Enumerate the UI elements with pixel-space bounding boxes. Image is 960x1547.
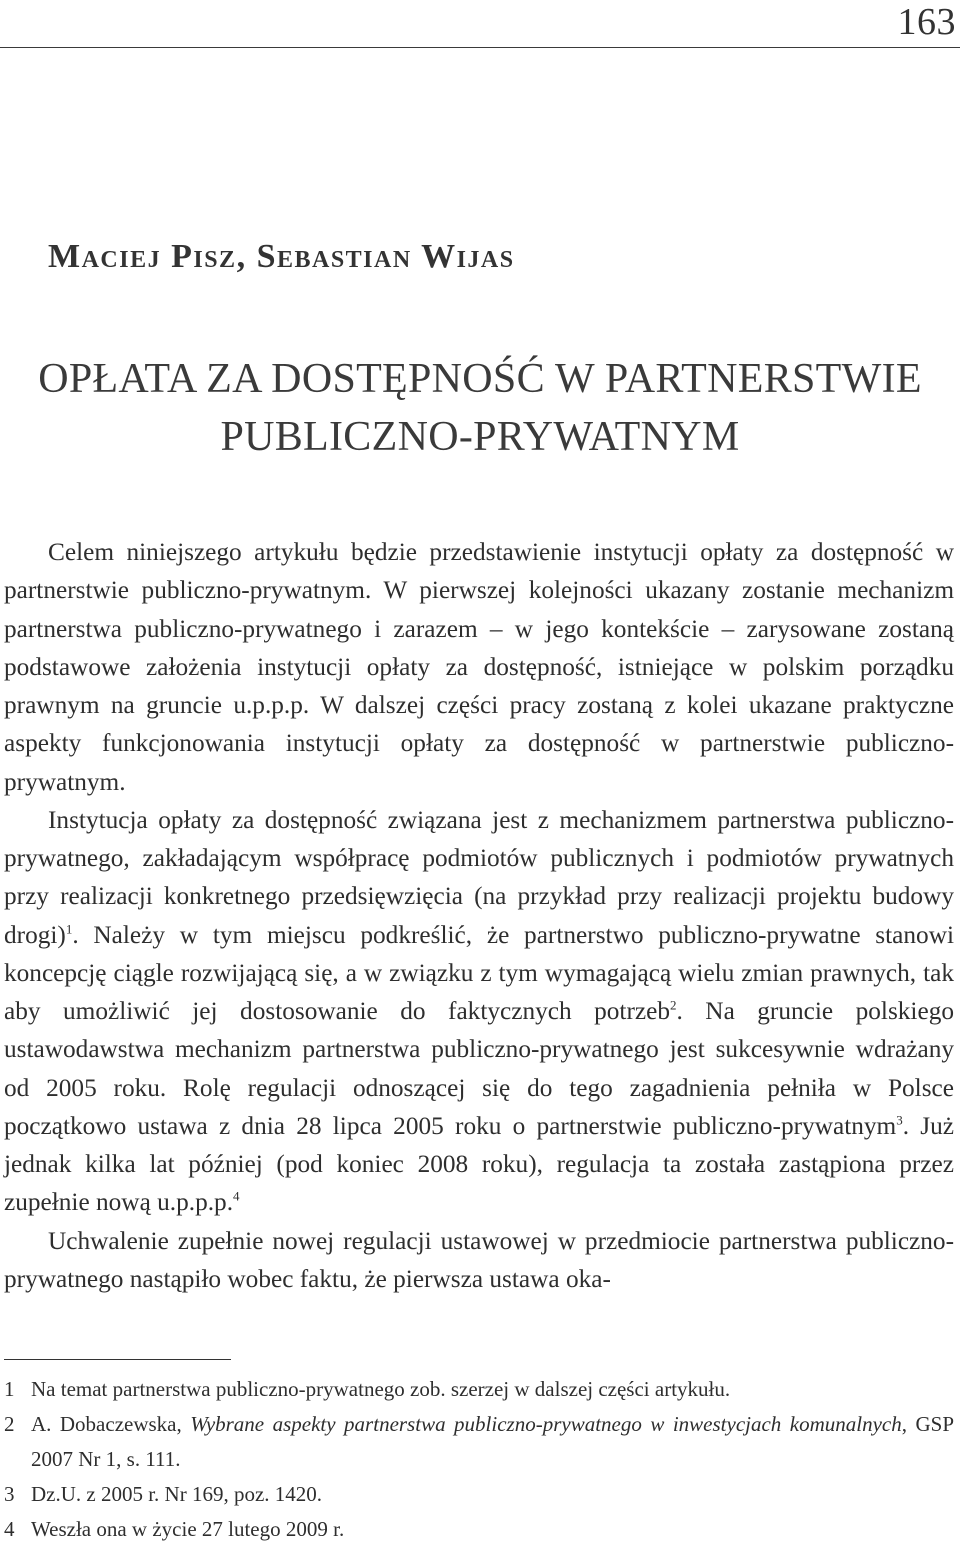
paragraph-2-text-d: . Już jednak kilka lat później (pod koniec 2008 roku), regulacja ta została zastąpiona przez zupełnie nową u.p.p.p. — [4, 1111, 954, 1217]
article-title-line-2: PUBLICZNO-PRYWATNYM — [220, 414, 740, 460]
footnote-1 — [4, 1372, 954, 1407]
footnote-number: 2 — [4, 1412, 15, 1436]
footnote-ref-1: 1 — [65, 921, 73, 937]
article-authors: Maciej Pisz, Sebastian Wijas — [48, 238, 515, 275]
footnote-separator — [4, 1359, 231, 1360]
footnote-author: A. Dobaczewska, — [31, 1412, 191, 1436]
footnote-ref-3: 3 — [896, 1112, 903, 1128]
paragraph-1: Celem niniejszego artykułu będzie przedstawienie instytucji opłaty za dostępność w partnerstwie publiczno-prywatnym. W pierwszej kolejności ukazany zostanie mechanizm partnerstwa publiczno-prywatnego i zarazem – w jego kontekście – zarysowane zostaną podstawowe założenia instytucji opłaty za dostępność, istniejące w polskim porządku prawnym na gruncie u.p.p.p. W dalszej części pracy zostaną z kolei ukazane praktyczne aspekty funkcjonowania instytucji opłaty za dostępność w partnerstwie publiczno-prywatnym. — [4, 538, 954, 796]
page-number: 163 — [897, 1, 956, 43]
article-body — [4, 533, 954, 1298]
footnote-source: , GSP 2007 Nr 1, s. 111. — [31, 1412, 955, 1471]
footnote-3 — [4, 1477, 954, 1512]
footnote-number: 4 — [4, 1517, 15, 1541]
footnote-2 — [4, 1407, 954, 1477]
footnote-4 — [4, 1512, 954, 1547]
footnote-ref-4: 4 — [233, 1188, 240, 1204]
footnote-work-title: Wybrane aspekty partnerstwa publiczno-prywatnego w inwestycjach komunalnych — [190, 1412, 902, 1436]
footnote-text: Dz.U. z 2005 r. Nr 169, poz. 1420. — [31, 1482, 323, 1506]
footnote-text: Na temat partnerstwa publiczno-prywatnego zob. szerzej w dalszej części artykułu. — [31, 1377, 731, 1401]
paragraph-2-text-c: . Na gruncie polskiego ustawodawstwa mechanizm partnerstwa publiczno-prywatnego jest sukcesywnie wdrażany od 2005 roku. Rolę regulacji odnoszącej się do tego zagadnienia pełniła w Polsce początkowo ustawa z dnia 28 lipca 2005 roku o partnerstwie publiczno-prywatnym — [4, 997, 954, 1140]
paragraph-2-text-a: Instytucja opłaty za dostępność związana jest z mechanizmem partnerstwa publiczno-prywatnego, zakładającym współpracę podmiotów publicznych i podmiotów prywatnych przy realizacji konkretnego przedsięwzięcia (na przykład przy realizacji projektu budowy drogi) — [4, 805, 954, 949]
paragraph-3: Uchwalenie zupełnie nowej regulacji ustawowej w przedmiocie partnerstwa publiczno-prywatnego nastąpiło wobec faktu, że pierwsza ustawa oka- — [4, 1226, 954, 1293]
footnotes — [4, 1372, 954, 1547]
paragraph-2 — [4, 801, 954, 1222]
footnote-number: 1 — [4, 1377, 15, 1401]
footnote-text: Weszła ona w życie 27 lutego 2009 r. — [31, 1517, 345, 1541]
footnote-number: 3 — [4, 1482, 15, 1506]
footnote-ref-2: 2 — [669, 997, 677, 1013]
header-rule — [0, 47, 960, 48]
paragraph-2-text-b: . Należy w tym miejscu podkreślić, że partnerstwo publiczno-prywatne stanowi koncepcję ciągle rozwijającą się, a w związku z tym wymagającą wielu zmian prawnych, tak aby umożliwić jej dostosowanie do faktycznych potrzeb — [4, 920, 954, 1025]
footnote-text — [31, 1407, 954, 1477]
article-title — [0, 350, 960, 466]
article-title-line-1: OPŁATA ZA DOSTĘPNOŚĆ W PARTNERSTWIE — [38, 356, 922, 402]
